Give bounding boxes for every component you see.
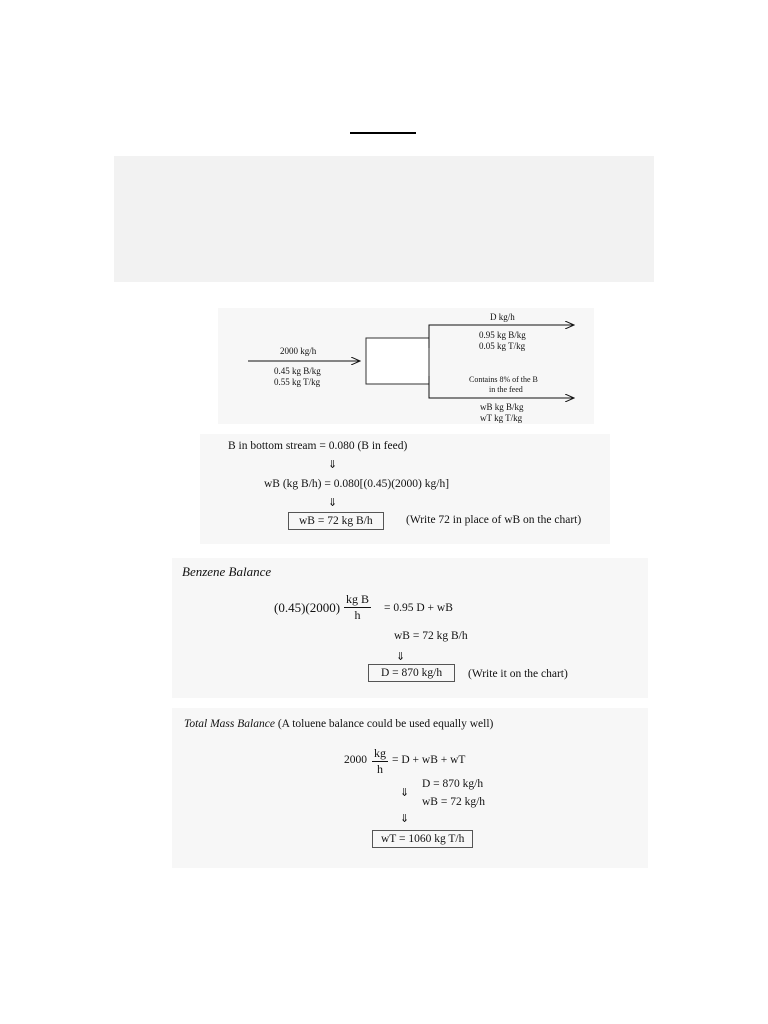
total-result-box: wT = 1060 kg T/h xyxy=(372,830,473,848)
total-sub2: wB = 72 kg/h xyxy=(422,796,486,808)
step1-note: (Write 72 in place of wB on the chart) xyxy=(406,514,582,526)
fraction-numerator: kg B xyxy=(346,592,370,606)
flowchart-diagram xyxy=(218,308,594,424)
total-mass-heading xyxy=(184,718,493,730)
total-fraction xyxy=(372,746,388,777)
bottom-stream-calc-panel xyxy=(200,434,610,544)
benzene-result-box: D = 870 kg/h xyxy=(368,664,455,682)
fraction-denominator: h xyxy=(354,608,361,622)
benzene-fraction xyxy=(344,592,371,623)
process-unit-box xyxy=(366,338,429,384)
flowchart-svg xyxy=(218,308,594,424)
benzene-note: (Write it on the chart) xyxy=(468,668,568,680)
down-arrow-icon: ⇓ xyxy=(328,496,338,509)
bottom-b-label: wB kg B/kg xyxy=(480,402,524,412)
total-sub1: D = 870 kg/h xyxy=(422,778,484,790)
feed-b-label: 0.45 kg B/kg xyxy=(274,366,321,376)
fraction-denominator: h xyxy=(377,762,383,776)
top-b-label: 0.95 kg B/kg xyxy=(479,330,526,340)
bottom-t-label: wT kg T/kg xyxy=(480,413,523,423)
down-arrow-icon: ⇓ xyxy=(396,650,406,663)
step1-line1: B in bottom stream = 0.080 (B in feed) xyxy=(228,440,408,452)
total-mass-heading-italic: Total Mass Balance xyxy=(184,718,275,730)
down-arrow-icon: ⇓ xyxy=(400,812,410,825)
down-arrow-icon: ⇓ xyxy=(328,458,338,471)
benzene-balance-heading: Benzene Balance xyxy=(182,564,272,579)
total-mass-balance-panel xyxy=(172,708,648,868)
step1-result-box: wB = 72 kg B/h xyxy=(288,512,384,530)
total-mass-heading-rest: (A toluene balance could be used equally well) xyxy=(277,718,494,730)
step1-line2: wB (kg B/h) = 0.080[(0.45)(2000) kg/h] xyxy=(264,478,450,490)
bottom-note-1: Contains 8% of the B xyxy=(469,375,538,384)
bottom-note-2: in the feed xyxy=(489,385,523,394)
fraction-numerator: kg xyxy=(374,746,386,760)
redacted-band xyxy=(114,156,654,282)
total-rhs: = D + wB + wT xyxy=(392,754,466,766)
down-arrow-icon: ⇓ xyxy=(400,786,410,799)
title-underline xyxy=(350,132,416,134)
top-flow-label: D kg/h xyxy=(490,312,515,322)
benzene-lhs: (0.45)(2000) xyxy=(274,600,341,615)
top-t-label: 0.05 kg T/kg xyxy=(479,341,526,351)
total-lhs: 2000 xyxy=(344,754,367,766)
feed-flow-label: 2000 kg/h xyxy=(280,346,317,356)
benzene-balance-panel xyxy=(172,558,648,698)
benzene-rhs: = 0.95 D + wB xyxy=(384,602,453,614)
benzene-sub-eq: wB = 72 kg B/h xyxy=(394,630,468,642)
feed-t-label: 0.55 kg T/kg xyxy=(274,377,321,387)
